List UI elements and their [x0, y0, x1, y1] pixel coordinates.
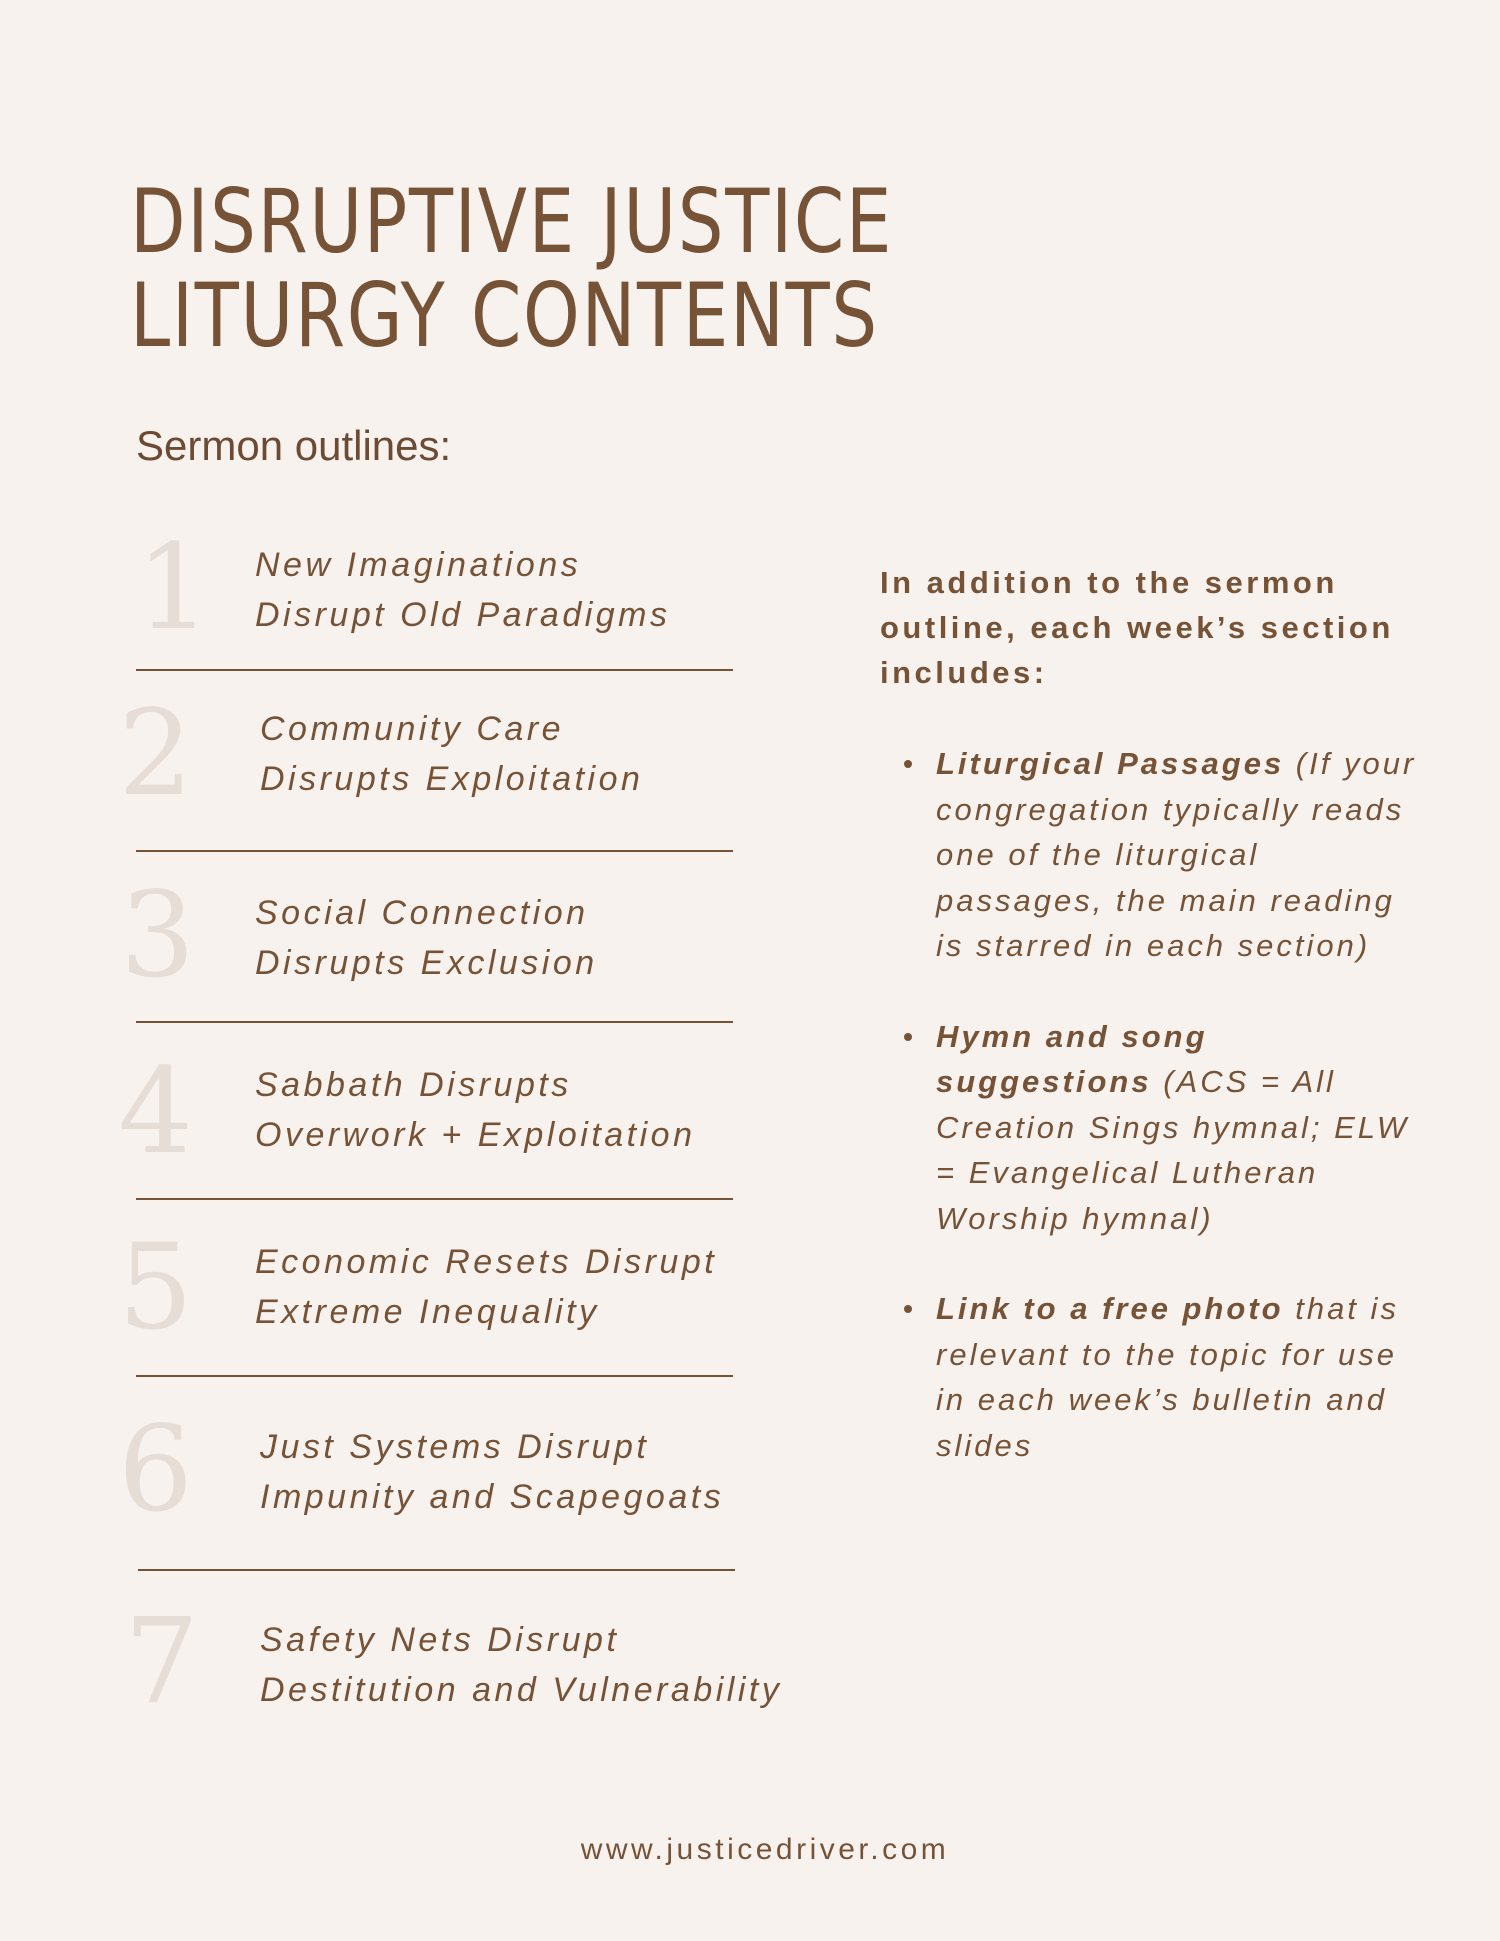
outline-number: 4 [118, 1042, 194, 1180]
outline-number: 7 [124, 1592, 200, 1730]
outline-number: 1 [136, 518, 212, 656]
outline-title-line: Social Connection [255, 894, 589, 932]
outline-title-line: Extreme Inequality [255, 1293, 600, 1331]
divider [136, 1198, 733, 1200]
outline-title [260, 704, 643, 804]
outline-title [255, 1060, 696, 1160]
outline-number: 5 [118, 1218, 194, 1356]
outline-title [255, 1237, 717, 1337]
footer-url[interactable]: www.justicedriver.com [580, 1833, 950, 1866]
outline-title [255, 888, 598, 988]
outline-title-line: Community Care [260, 710, 565, 748]
outline-number: 2 [118, 684, 194, 822]
bullet-dot-icon [904, 1305, 912, 1313]
sidebar-bullet [880, 1014, 1420, 1242]
bullet-heading: Liturgical Passages [936, 746, 1285, 781]
outline-title-line: Disrupt Old Paradigms [255, 596, 671, 634]
sidebar-bullet [880, 741, 1420, 969]
outline-title-line: Sabbath Disrupts [255, 1066, 572, 1104]
outline-title-line: Overwork + Exploitation [255, 1116, 696, 1154]
title-line-2: LITURGY CONTENTS [130, 264, 879, 367]
outline-number: 3 [120, 866, 196, 1004]
bullet-heading: Hymn and song suggestions [936, 1018, 1208, 1099]
bullet-dot-icon [904, 1033, 912, 1041]
outline-title [255, 540, 671, 640]
outline-title-line: New Imaginations [255, 546, 582, 584]
outline-title-line: Economic Resets Disrupt [255, 1243, 718, 1281]
title-line-1: DISRUPTIVE JUSTICE [130, 170, 894, 273]
outline-title-line: Safety Nets Disrupt [260, 1621, 620, 1659]
bullet-text: (If your congregation typically reads one of the liturgical passages, the main reading is starred in each section) [936, 746, 1417, 963]
sidebar-bullet-list [880, 741, 1420, 1468]
sidebar-intro: In addition to the sermon outline, each week’s section includes: [880, 565, 1394, 690]
contents-sidebar [880, 560, 1420, 1513]
outline-title-line: Disrupts Exploitation [260, 760, 644, 798]
bullet-text: that is relevant to the topic for use in each week’s bulletin and slides [936, 1291, 1399, 1463]
bullet-heading: Link to a free photo [936, 1291, 1284, 1326]
outline-title-line: Destitution and Vulnerability [260, 1671, 783, 1709]
bullet-dot-icon [904, 760, 912, 768]
bullet-text: (ACS = All Creation Sings hymnal; ELW = Evangelical Lutheran Worship hymnal) [936, 1064, 1410, 1236]
divider [136, 1375, 733, 1377]
outline-title [260, 1422, 724, 1522]
outline-number: 6 [118, 1400, 194, 1538]
divider [136, 669, 733, 671]
outline-title [260, 1615, 782, 1715]
section-heading: Sermon outlines: [136, 422, 452, 469]
outline-title-line: Just Systems Disrupt [260, 1428, 650, 1466]
divider [136, 850, 733, 852]
divider [136, 1021, 733, 1023]
divider [138, 1569, 735, 1571]
outline-title-line: Impunity and Scapegoats [260, 1478, 725, 1516]
sidebar-bullet [880, 1286, 1420, 1468]
outline-title-line: Disrupts Exclusion [255, 944, 598, 982]
